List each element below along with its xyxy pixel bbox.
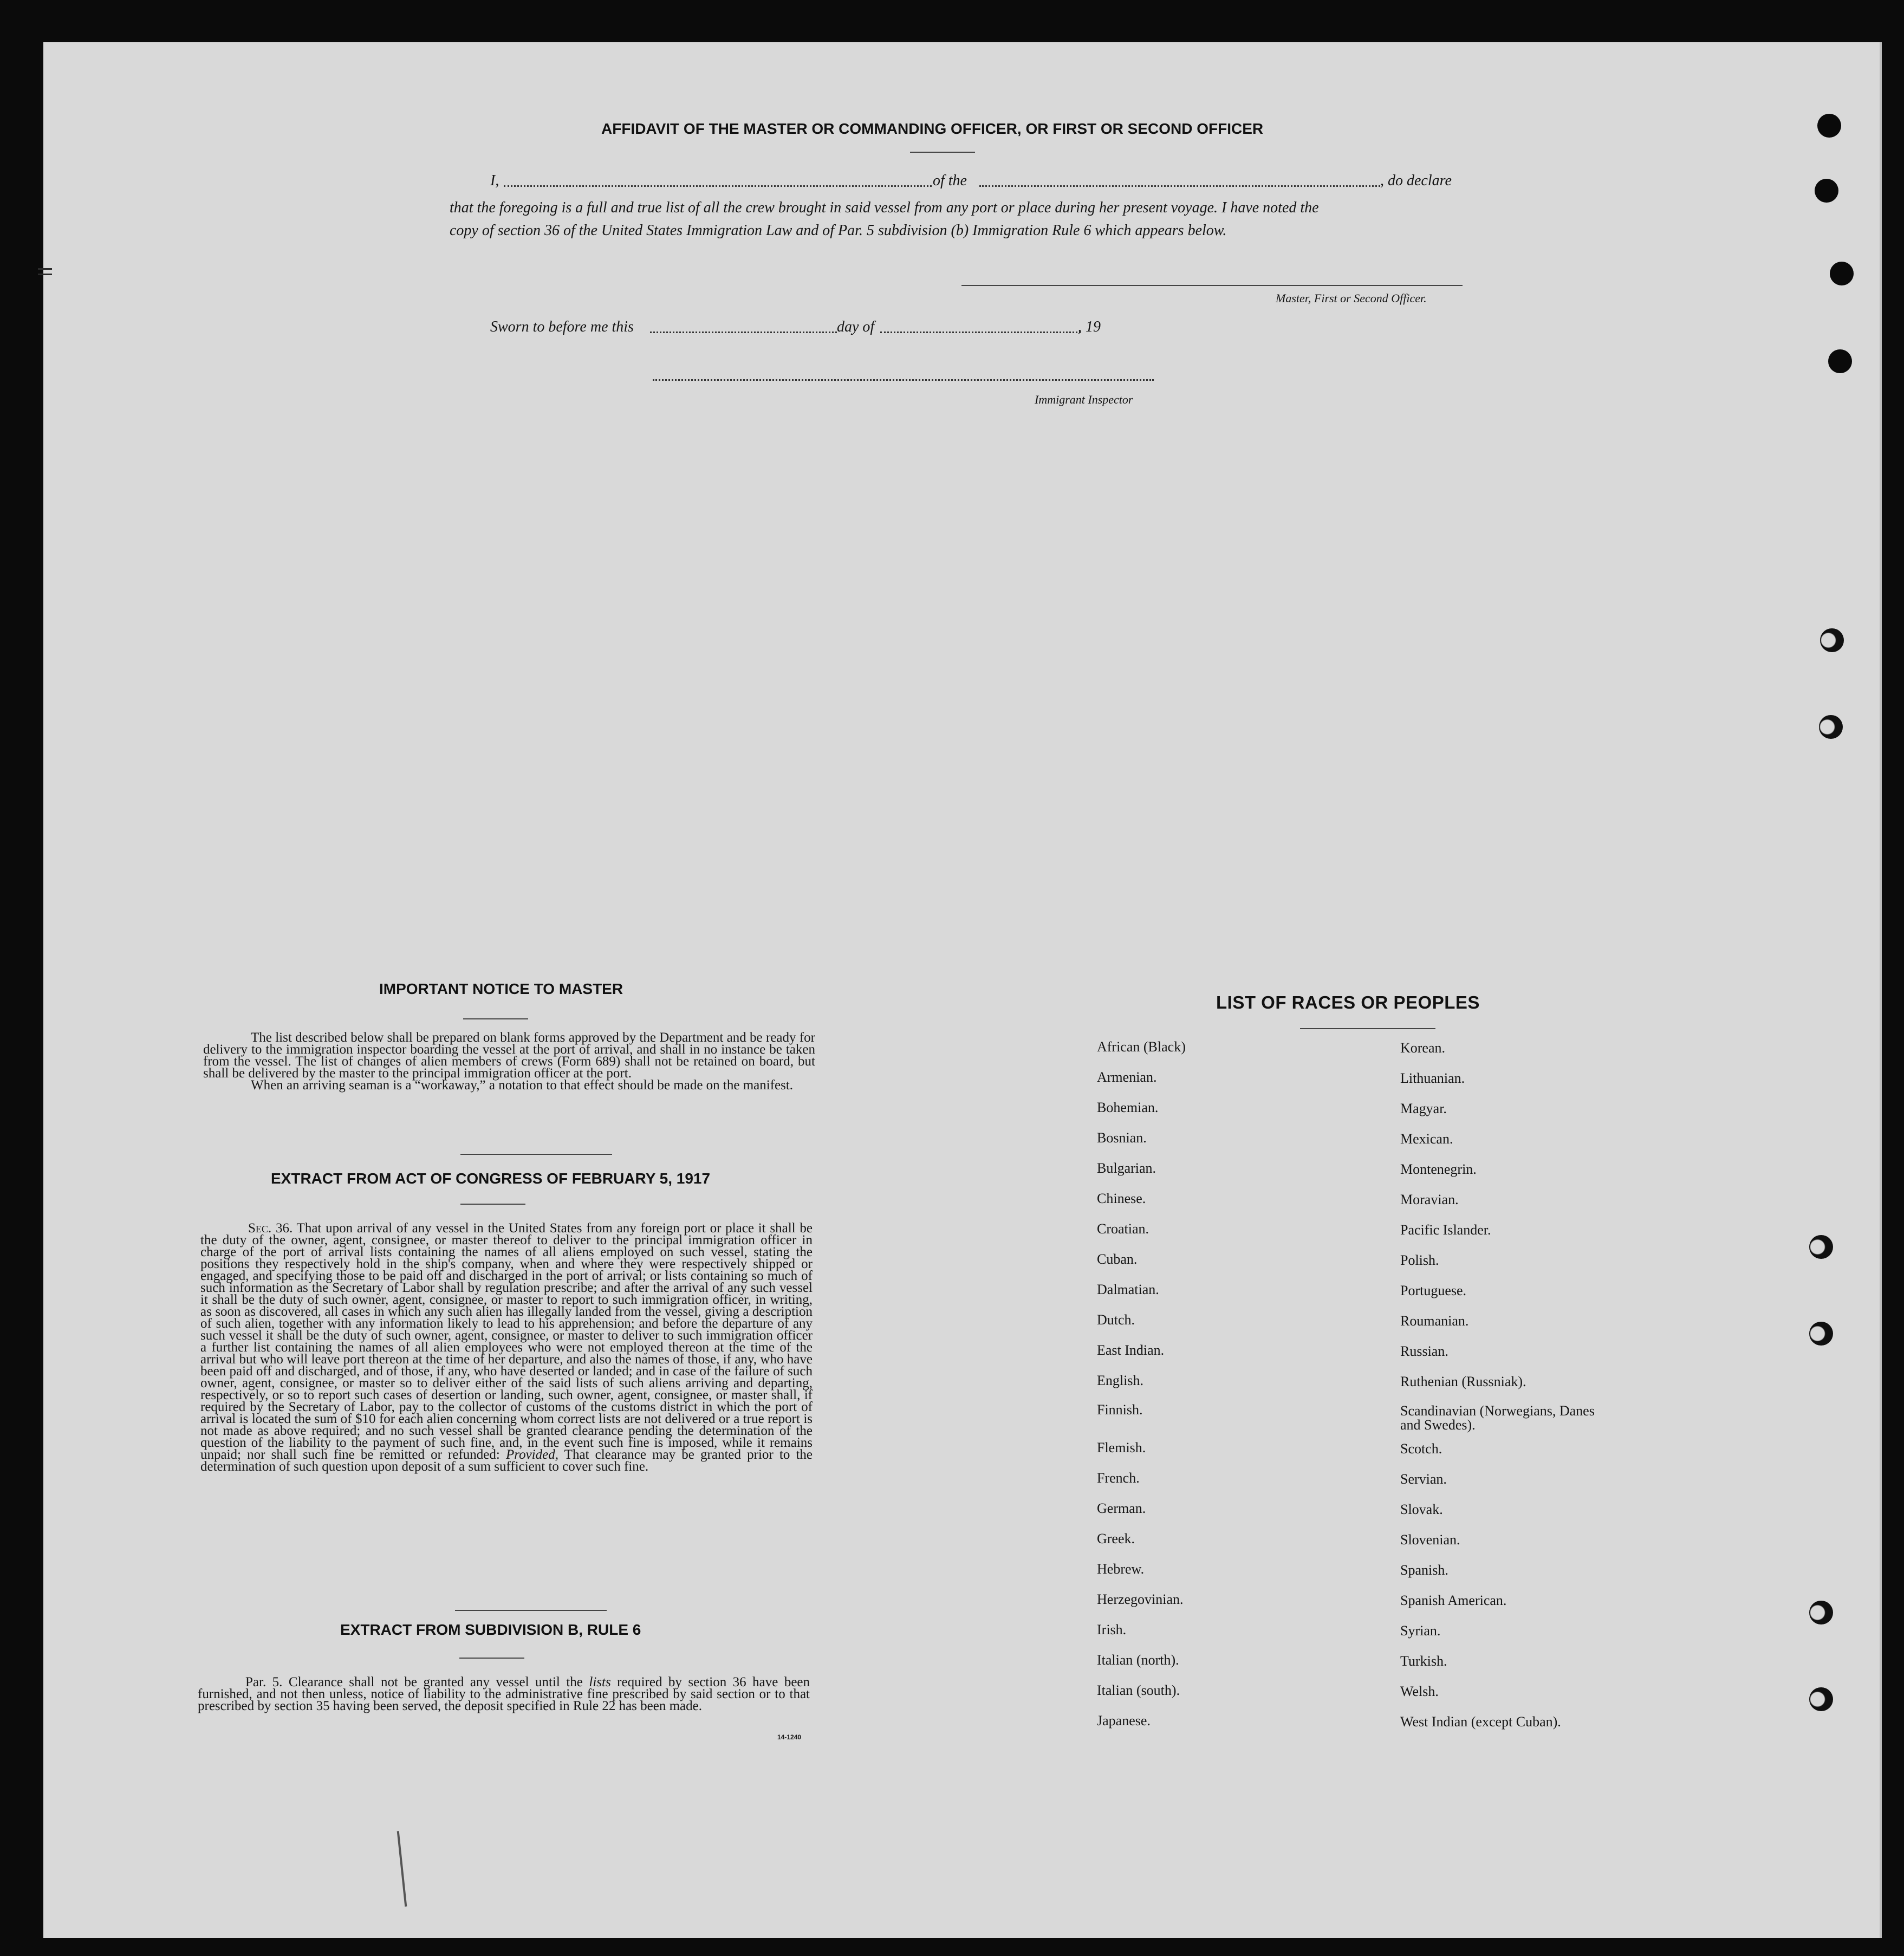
inspector-signature-line[interactable] <box>653 379 1154 381</box>
race-item: Scandinavian (Norwegians, Danes and Swedes). <box>1400 1403 1595 1433</box>
act-extract-end-rule <box>455 1610 607 1611</box>
act-extract-body <box>200 1223 813 1473</box>
rule-extract-body <box>198 1676 810 1712</box>
race-item: Moravian. <box>1400 1192 1459 1207</box>
rule-extract-title-rule <box>459 1658 524 1659</box>
affidavit-title: AFFIDAVIT OF THE MASTER OR COMMANDING OFFICER, OR FIRST OR SECOND OFFICER <box>601 120 1264 137</box>
race-item: Polish. <box>1400 1252 1439 1268</box>
form-page <box>43 42 1882 1938</box>
race-item: Magyar. <box>1400 1101 1447 1116</box>
left-edge-mark-2 <box>38 274 52 275</box>
year-label: , 19 <box>1078 319 1101 335</box>
punch-hole-8 <box>1809 1322 1833 1346</box>
race-item: Roumanian. <box>1400 1313 1469 1329</box>
race-item: Spanish American. <box>1400 1593 1507 1608</box>
race-item: Dutch. <box>1097 1312 1135 1328</box>
race-item: Ruthenian (Russniak). <box>1400 1374 1526 1389</box>
race-item: Turkish. <box>1400 1653 1447 1669</box>
race-item: Bohemian. <box>1097 1100 1159 1115</box>
race-item: Scotch. <box>1400 1441 1442 1457</box>
punch-hole-1 <box>1817 114 1841 138</box>
race-item: African (Black) <box>1097 1039 1186 1055</box>
races-title-rule <box>1300 1028 1435 1029</box>
sec-36-text-end: That clearance may be granted prior to the determination of such question upon deposit of a sum sufficient to cover such fine. <box>200 1447 813 1474</box>
race-item: Herzegovinian. <box>1097 1591 1184 1607</box>
race-item: Cuban. <box>1097 1251 1138 1267</box>
race-item: Lithuanian. <box>1400 1070 1465 1086</box>
sworn-day-field[interactable] <box>650 332 837 333</box>
lists-word: lists <box>589 1675 611 1689</box>
day-of-label: day of <box>837 319 875 335</box>
race-item: German. <box>1097 1500 1146 1516</box>
master-signature-caption: Master, First or Second Officer. <box>1276 291 1427 305</box>
punch-hole-9 <box>1809 1601 1833 1624</box>
race-item: Bulgarian. <box>1097 1160 1156 1176</box>
affidavit-line-2: that the foregoing is a full and true list of all the crew brought in said vessel from any port or place during her present voyage. I have noted the <box>450 199 1319 216</box>
notice-title-rule <box>463 1018 528 1019</box>
master-signature-line[interactable] <box>961 285 1463 286</box>
race-item: Irish. <box>1097 1622 1127 1637</box>
form-number: 14-1240 <box>777 1733 802 1741</box>
affidavit-i-label: I, <box>490 172 499 189</box>
notice-body <box>203 1032 815 1091</box>
inspector-caption: Immigrant Inspector <box>1035 393 1133 406</box>
vessel-name-field[interactable] <box>979 185 1380 187</box>
race-item: Armenian. <box>1097 1069 1157 1085</box>
act-extract-title-rule <box>460 1204 525 1205</box>
sworn-month-field[interactable] <box>880 332 1081 333</box>
punch-hole-10 <box>1809 1687 1833 1711</box>
race-item: French. <box>1097 1470 1140 1486</box>
race-item: Italian (south). <box>1097 1682 1180 1698</box>
race-item: Russian. <box>1400 1343 1448 1359</box>
race-item: Greek. <box>1097 1531 1135 1546</box>
notice-paragraph-1: The list described below shall be prepared on blank forms approved by the Department and be ready for delivery to the immigration inspector boarding the vessel at the port of arrival, and shall in no instance be taken from the vessel. The list of changes of alien members of crews (Form 689) shall not be retained on board, but shall be delivered by the master to the principal immigration officer at the port. <box>203 1030 815 1081</box>
punch-hole-7 <box>1809 1235 1833 1259</box>
provided-word: Provided, <box>506 1447 558 1462</box>
race-item: West Indian (except Cuban). <box>1400 1714 1561 1730</box>
act-extract-title: EXTRACT FROM ACT OF CONGRESS OF FEBRUARY 5, 1917 <box>271 1170 711 1187</box>
race-item: Syrian. <box>1400 1623 1441 1639</box>
race-item: Chinese. <box>1097 1191 1146 1206</box>
race-item: Italian (north). <box>1097 1652 1179 1668</box>
left-edge-mark <box>38 268 52 270</box>
punch-hole-2 <box>1815 179 1838 203</box>
races-left-column <box>1097 1039 1292 1743</box>
races-right-column <box>1400 1040 1595 1744</box>
race-item: Welsh. <box>1400 1684 1439 1699</box>
par-5-text-a: Par. 5. Clearance shall not be granted any vessel until the <box>245 1675 583 1689</box>
race-item: Flemish. <box>1097 1440 1146 1455</box>
race-item: Korean. <box>1400 1040 1446 1056</box>
race-item: Slovenian. <box>1400 1532 1460 1548</box>
race-item: Croatian. <box>1097 1221 1149 1237</box>
affiant-name-field[interactable] <box>504 185 932 187</box>
affidavit-title-rule <box>910 152 975 153</box>
notice-title: IMPORTANT NOTICE TO MASTER <box>379 980 623 997</box>
race-item: Hebrew. <box>1097 1561 1145 1577</box>
sec-36-text: That upon arrival of any vessel in the United States from any foreign port or place it shall be the duty of the owner, agent, consignee, or master thereof to deliver to the principal immigration officer in charge of the port of arrival lists containing the names of all aliens employed on such vessel, stating the positions they respectively hold in the ship's company, when and where they were respectively shipped or engaged, and specifying those to be paid off and discharged in the port of arrival; or lists containing so much of such information as the Secretary of Labor shall by regulation prescribe; and after the arrival of any such vessel it shall be the duty of such owner, agent, consignee, or master to report to such immigration officer, in writing, as soon as discovered, all cases in which any such alien has illegally landed from the vessel, giving a description of such alien, together with any information likely to lead to his apprehension; and before the departure of any such vessel it shall be the duty of such owner, agent, consignee, or master to deliver to such immigration officer a further list containing the names of all alien employees who were not employed thereon at the time of the arrival but who will leave port thereon at the time of her departure, and also the names of those, if any, who have been paid off and discharged, and of those, if any, who have deserted or landed; and in case of the failure of such owner, agent, consignee, or master so to deliver either of the said lists of such aliens arriving and departing, respectively, or so to report such cases of desertion or landing, such owner, agent, consignee, or master shall, if required by the Secretary of Labor, pay to the collector of customs of the customs district in which the port of arrival is located the sum of $10 for each alien concerning whom correct lists are not delivered or a true report is not made as above required; and no such vessel shall be granted clearance pending the determination of the question of the liability to the payment of such fine, and, in the event such fine is imposed, while it remains unpaid; nor shall such fine be remitted or refunded: <box>200 1221 813 1462</box>
affidavit-line-3: copy of section 36 of the United States Immigration Law and of Par. 5 subdivision (b) Immigration Rule 6 which appears below. <box>450 222 1227 239</box>
race-item: Mexican. <box>1400 1131 1453 1147</box>
punch-hole-5 <box>1820 628 1844 652</box>
race-item: Pacific Islander. <box>1400 1222 1491 1238</box>
race-item: English. <box>1097 1373 1143 1388</box>
race-item: Finnish. <box>1097 1402 1143 1418</box>
affidavit-do-declare: , do declare <box>1380 172 1452 189</box>
race-item: Japanese. <box>1097 1713 1151 1728</box>
race-item: Servian. <box>1400 1471 1447 1487</box>
sworn-label: Sworn to before me this <box>490 319 634 335</box>
race-item: Portuguese. <box>1400 1283 1467 1298</box>
rule-extract-title: EXTRACT FROM SUBDIVISION B, RULE 6 <box>340 1621 641 1638</box>
race-item: Slovak. <box>1400 1502 1443 1517</box>
sec-36-label: Sec. 36. <box>248 1221 293 1236</box>
race-item: Bosnian. <box>1097 1130 1147 1146</box>
race-item: Spanish. <box>1400 1562 1448 1578</box>
notice-paragraph-2: When an arriving seaman is a “workaway,” a notation to that effect should be made on the manifest. <box>251 1078 794 1093</box>
race-item: Dalmatian. <box>1097 1282 1159 1297</box>
races-title: LIST OF RACES OR PEOPLES <box>1216 992 1480 1012</box>
affidavit-of-the-label: of the <box>933 172 967 189</box>
punch-hole-6 <box>1819 715 1843 739</box>
race-item: Montenegrin. <box>1400 1161 1477 1177</box>
punch-hole-4 <box>1828 349 1852 373</box>
race-item: East Indian. <box>1097 1342 1165 1358</box>
punch-hole-3 <box>1830 262 1854 285</box>
par-5-text-b: required by section 36 have been furnished, and not then unless, notice of liability to the administrative fine prescribed by said section or to that prescribed by section 35 having been served, the deposit specified in Rule 22 has been made. <box>198 1675 810 1713</box>
notice-end-rule <box>460 1154 612 1155</box>
